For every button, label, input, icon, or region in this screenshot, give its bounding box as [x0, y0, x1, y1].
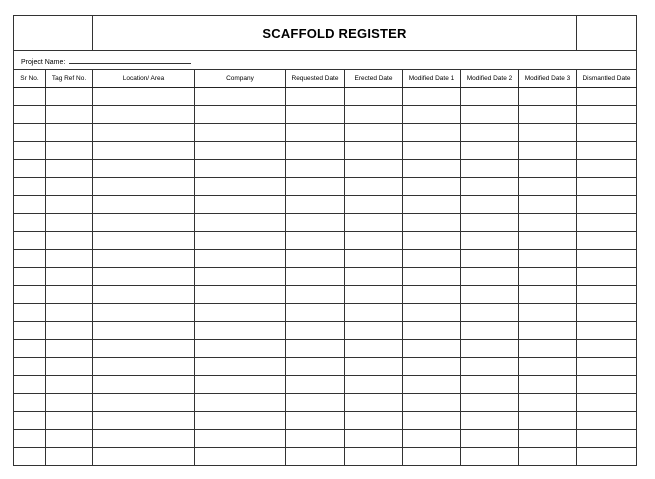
table-cell[interactable] [403, 448, 461, 466]
table-cell[interactable] [14, 106, 46, 124]
table-cell[interactable] [195, 106, 286, 124]
table-cell[interactable] [93, 160, 195, 178]
table-cell[interactable] [461, 88, 519, 106]
table-cell[interactable] [93, 124, 195, 142]
project-name-field[interactable] [69, 55, 191, 64]
table-cell[interactable] [46, 160, 93, 178]
table-cell[interactable] [519, 196, 577, 214]
table-cell[interactable] [286, 394, 345, 412]
table-cell[interactable] [286, 430, 345, 448]
table-cell[interactable] [14, 178, 46, 196]
table-cell[interactable] [93, 142, 195, 160]
table-cell[interactable] [403, 340, 461, 358]
table-cell[interactable] [577, 250, 637, 268]
table-cell[interactable] [519, 160, 577, 178]
table-cell[interactable] [403, 286, 461, 304]
table-cell[interactable] [461, 286, 519, 304]
table-cell[interactable] [345, 358, 403, 376]
table-cell[interactable] [519, 430, 577, 448]
table-cell[interactable] [46, 340, 93, 358]
table-cell[interactable] [195, 268, 286, 286]
table-cell[interactable] [403, 376, 461, 394]
table-row [14, 448, 637, 466]
table-cell[interactable] [286, 376, 345, 394]
column-header: Location/ Area [93, 70, 195, 88]
table-cell[interactable] [93, 430, 195, 448]
table-cell[interactable] [14, 88, 46, 106]
table-row [14, 214, 637, 232]
table-cell[interactable] [93, 358, 195, 376]
table-cell[interactable] [195, 196, 286, 214]
table-cell[interactable] [46, 178, 93, 196]
table-cell[interactable] [403, 196, 461, 214]
table-cell[interactable] [345, 232, 403, 250]
table-cell[interactable] [14, 322, 46, 340]
table-cell[interactable] [577, 322, 637, 340]
table-cell[interactable] [195, 340, 286, 358]
table-cell[interactable] [519, 142, 577, 160]
table-cell[interactable] [93, 178, 195, 196]
table-row [14, 124, 637, 142]
table-cell[interactable] [195, 88, 286, 106]
table-cell[interactable] [403, 304, 461, 322]
table-cell[interactable] [403, 250, 461, 268]
table-row [14, 358, 637, 376]
table-row [14, 196, 637, 214]
table-row [14, 430, 637, 448]
table-cell[interactable] [195, 142, 286, 160]
table-cell[interactable] [519, 232, 577, 250]
table-row [14, 376, 637, 394]
project-name-row [14, 51, 637, 70]
table-row [14, 394, 637, 412]
table-row [14, 322, 637, 340]
table-cell[interactable] [577, 106, 637, 124]
table-cell[interactable] [461, 124, 519, 142]
table-cell[interactable] [577, 88, 637, 106]
register-table [13, 15, 637, 466]
table-cell[interactable] [195, 214, 286, 232]
table-cell[interactable] [286, 106, 345, 124]
table-cell[interactable] [14, 430, 46, 448]
table-cell[interactable] [195, 448, 286, 466]
table-cell[interactable] [14, 232, 46, 250]
table-cell[interactable] [345, 160, 403, 178]
table-cell[interactable] [461, 214, 519, 232]
table-cell[interactable] [46, 232, 93, 250]
table-cell[interactable] [14, 412, 46, 430]
table-cell[interactable] [577, 160, 637, 178]
table-cell[interactable] [519, 268, 577, 286]
table-cell[interactable] [345, 322, 403, 340]
table-cell[interactable] [286, 448, 345, 466]
table-cell[interactable] [14, 340, 46, 358]
table-cell[interactable] [345, 196, 403, 214]
table-cell[interactable] [93, 376, 195, 394]
table-cell[interactable] [461, 376, 519, 394]
table-cell[interactable] [519, 286, 577, 304]
table-cell[interactable] [403, 394, 461, 412]
table-cell[interactable] [46, 142, 93, 160]
logo-cell-left [14, 16, 93, 51]
table-cell[interactable] [46, 448, 93, 466]
column-header: Company [195, 70, 286, 88]
table-cell[interactable] [14, 124, 46, 142]
table-cell[interactable] [577, 286, 637, 304]
table-cell[interactable] [93, 214, 195, 232]
table-cell[interactable] [286, 88, 345, 106]
table-cell[interactable] [577, 412, 637, 430]
table-cell[interactable] [577, 196, 637, 214]
table-cell[interactable] [46, 88, 93, 106]
table-cell[interactable] [195, 358, 286, 376]
table-cell[interactable] [577, 178, 637, 196]
table-cell[interactable] [345, 376, 403, 394]
table-cell[interactable] [286, 178, 345, 196]
table-cell[interactable] [577, 232, 637, 250]
table-cell[interactable] [461, 358, 519, 376]
table-cell[interactable] [286, 160, 345, 178]
table-cell[interactable] [14, 376, 46, 394]
table-cell[interactable] [46, 268, 93, 286]
table-cell[interactable] [195, 412, 286, 430]
table-cell[interactable] [14, 304, 46, 322]
table-cell[interactable] [519, 358, 577, 376]
table-cell[interactable] [345, 286, 403, 304]
table-cell[interactable] [519, 412, 577, 430]
table-cell[interactable] [345, 178, 403, 196]
table-cell[interactable] [577, 376, 637, 394]
project-name-label: Project Name: [21, 58, 66, 66]
table-cell[interactable] [461, 142, 519, 160]
document-title: SCAFFOLD REGISTER [93, 16, 577, 51]
table-cell[interactable] [461, 340, 519, 358]
table-cell[interactable] [577, 430, 637, 448]
table-cell[interactable] [286, 250, 345, 268]
table-cell[interactable] [461, 430, 519, 448]
table-row [14, 340, 637, 358]
table-cell[interactable] [195, 286, 286, 304]
table-cell[interactable] [286, 268, 345, 286]
table-cell[interactable] [195, 178, 286, 196]
table-cell[interactable] [519, 340, 577, 358]
table-cell[interactable] [519, 376, 577, 394]
table-cell[interactable] [14, 196, 46, 214]
table-cell[interactable] [577, 340, 637, 358]
table-row [14, 106, 637, 124]
table-cell[interactable] [403, 106, 461, 124]
table-cell[interactable] [345, 88, 403, 106]
table-cell[interactable] [286, 232, 345, 250]
table-cell[interactable] [345, 430, 403, 448]
table-cell[interactable] [403, 88, 461, 106]
table-cell[interactable] [93, 268, 195, 286]
table-cell[interactable] [46, 376, 93, 394]
table-cell[interactable] [46, 286, 93, 304]
table-cell[interactable] [577, 358, 637, 376]
table-row [14, 286, 637, 304]
table-cell[interactable] [519, 304, 577, 322]
table-cell[interactable] [461, 106, 519, 124]
table-cell[interactable] [403, 412, 461, 430]
table-cell[interactable] [345, 304, 403, 322]
table-cell[interactable] [46, 322, 93, 340]
table-cell[interactable] [93, 196, 195, 214]
table-cell[interactable] [345, 268, 403, 286]
table-cell[interactable] [14, 448, 46, 466]
table-cell[interactable] [286, 340, 345, 358]
table-cell[interactable] [519, 214, 577, 232]
table-cell[interactable] [93, 250, 195, 268]
table-cell[interactable] [461, 412, 519, 430]
table-cell[interactable] [93, 448, 195, 466]
table-cell[interactable] [14, 394, 46, 412]
table-cell[interactable] [93, 340, 195, 358]
table-cell[interactable] [403, 124, 461, 142]
table-cell[interactable] [461, 250, 519, 268]
table-row [14, 250, 637, 268]
table-cell[interactable] [46, 124, 93, 142]
column-header: Erected Date [345, 70, 403, 88]
table-cell[interactable] [461, 322, 519, 340]
table-cell[interactable] [93, 322, 195, 340]
table-cell[interactable] [577, 268, 637, 286]
table-cell[interactable] [93, 304, 195, 322]
table-cell[interactable] [195, 124, 286, 142]
table-cell[interactable] [93, 286, 195, 304]
table-cell[interactable] [286, 142, 345, 160]
table-cell[interactable] [345, 412, 403, 430]
logo-cell-right [577, 16, 637, 51]
table-cell[interactable] [403, 214, 461, 232]
table-cell[interactable] [345, 214, 403, 232]
table-cell[interactable] [403, 232, 461, 250]
table-cell[interactable] [461, 178, 519, 196]
table-cell[interactable] [14, 250, 46, 268]
table-cell[interactable] [577, 394, 637, 412]
table-cell[interactable] [286, 304, 345, 322]
table-cell[interactable] [403, 430, 461, 448]
table-cell[interactable] [519, 106, 577, 124]
table-row [14, 142, 637, 160]
table-cell[interactable] [195, 394, 286, 412]
table-cell[interactable] [14, 214, 46, 232]
project-name-cell [14, 51, 637, 70]
table-row [14, 412, 637, 430]
table-cell[interactable] [345, 142, 403, 160]
table-row [14, 160, 637, 178]
table-cell[interactable] [46, 304, 93, 322]
table-cell[interactable] [93, 394, 195, 412]
table-cell[interactable] [46, 214, 93, 232]
table-cell[interactable] [46, 196, 93, 214]
column-header: Tag Ref No. [46, 70, 93, 88]
table-cell[interactable] [93, 232, 195, 250]
table-cell[interactable] [345, 106, 403, 124]
table-cell[interactable] [519, 124, 577, 142]
table-cell[interactable] [403, 142, 461, 160]
table-row [14, 88, 637, 106]
table-cell[interactable] [577, 142, 637, 160]
table-cell[interactable] [345, 250, 403, 268]
table-cell[interactable] [577, 124, 637, 142]
table-cell[interactable] [14, 358, 46, 376]
table-cell[interactable] [286, 322, 345, 340]
table-cell[interactable] [519, 448, 577, 466]
title-row [14, 16, 637, 51]
table-cell[interactable] [93, 106, 195, 124]
table-cell[interactable] [519, 394, 577, 412]
table-cell[interactable] [461, 160, 519, 178]
table-cell[interactable] [577, 214, 637, 232]
table-cell[interactable] [461, 232, 519, 250]
table-cell[interactable] [14, 286, 46, 304]
column-header-row [14, 70, 637, 88]
table-cell[interactable] [345, 124, 403, 142]
column-header: Dismantled Date [577, 70, 637, 88]
table-cell[interactable] [286, 286, 345, 304]
table-cell[interactable] [519, 88, 577, 106]
table-cell[interactable] [461, 196, 519, 214]
table-cell[interactable] [577, 304, 637, 322]
table-cell[interactable] [195, 322, 286, 340]
table-cell[interactable] [461, 304, 519, 322]
table-cell[interactable] [403, 268, 461, 286]
table-cell[interactable] [519, 322, 577, 340]
table-cell[interactable] [93, 88, 195, 106]
table-row [14, 178, 637, 196]
table-cell[interactable] [461, 448, 519, 466]
table-cell[interactable] [403, 160, 461, 178]
column-header: Modified Date 1 [403, 70, 461, 88]
table-cell[interactable] [345, 394, 403, 412]
table-cell[interactable] [461, 394, 519, 412]
table-cell[interactable] [461, 268, 519, 286]
table-cell[interactable] [286, 358, 345, 376]
table-cell[interactable] [403, 358, 461, 376]
table-cell[interactable] [46, 394, 93, 412]
table-cell[interactable] [195, 376, 286, 394]
table-row [14, 304, 637, 322]
table-cell[interactable] [46, 430, 93, 448]
table-cell[interactable] [14, 268, 46, 286]
column-header: Modified Date 2 [461, 70, 519, 88]
table-cell[interactable] [195, 232, 286, 250]
table-cell[interactable] [403, 322, 461, 340]
column-header: Requested Date [286, 70, 345, 88]
table-cell[interactable] [577, 448, 637, 466]
table-cell[interactable] [403, 178, 461, 196]
table-cell[interactable] [286, 214, 345, 232]
table-cell[interactable] [286, 412, 345, 430]
table-cell[interactable] [519, 178, 577, 196]
table-cell[interactable] [286, 124, 345, 142]
table-cell[interactable] [46, 106, 93, 124]
table-cell[interactable] [46, 358, 93, 376]
table-cell[interactable] [46, 250, 93, 268]
table-cell[interactable] [46, 412, 93, 430]
table-cell[interactable] [286, 196, 345, 214]
table-cell[interactable] [195, 160, 286, 178]
table-cell[interactable] [519, 250, 577, 268]
scaffold-register-sheet [13, 15, 636, 466]
table-cell[interactable] [14, 142, 46, 160]
table-row [14, 268, 637, 286]
column-header: Modified Date 3 [519, 70, 577, 88]
table-cell[interactable] [195, 250, 286, 268]
table-cell[interactable] [93, 412, 195, 430]
table-cell[interactable] [345, 448, 403, 466]
table-cell[interactable] [14, 160, 46, 178]
table-cell[interactable] [195, 430, 286, 448]
table-cell[interactable] [345, 340, 403, 358]
table-cell[interactable] [195, 304, 286, 322]
table-row [14, 232, 637, 250]
column-header: Sr No. [14, 70, 46, 88]
